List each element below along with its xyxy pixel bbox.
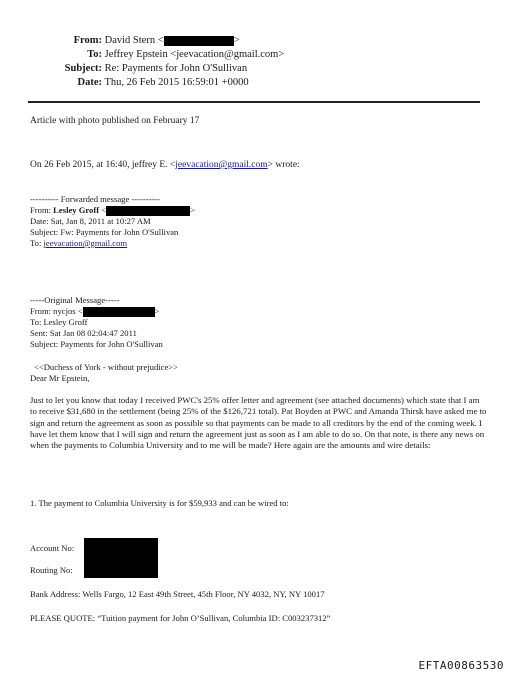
payment-line: 1. The payment to Columbia University is for $59,933 and can be wired to: bbox=[30, 498, 289, 508]
subject-value: Re: Payments for John O'Sullivan bbox=[104, 63, 248, 74]
date-label: Date: bbox=[77, 77, 102, 88]
account-number-label: Account No: bbox=[30, 543, 75, 553]
header-subject bbox=[40, 62, 247, 75]
header-date bbox=[40, 76, 249, 89]
subject-label: Subject: bbox=[64, 63, 102, 74]
intro-line: Article with photo published on February 17 bbox=[30, 116, 200, 126]
body-paragraph: Just to let you know that today I received PWC's 25% offer letter and agreement (see attached documents) which state that I am to receive $31,680 in the settlement (being 25% of the $126,721 total). Pat Boyden at PWC and Amanda Thirsk have asked me to sign and return the agreement as soon as possible so that payments can be made to all creditors by the end of the coming week. I have let them know that I will sign and return the agreement just as soon as I am able to do so. On that note, is there any news on when the payments to Columbia University and to me will be made? Here again are the amounts and wire details: bbox=[30, 395, 487, 451]
to-value: Jeffrey Epstein <jeevacation@gmail.com> bbox=[104, 49, 285, 60]
forwarded-from: From: Lesley Groff < > bbox=[30, 205, 195, 215]
without-prejudice-tag: <<Duchess of York - without prejudice>> bbox=[34, 362, 178, 372]
from-label: From: bbox=[73, 35, 102, 46]
to-label: To: bbox=[87, 49, 102, 60]
forwarded-date: Date: Sat, Jan 8, 2011 at 10:27 AM bbox=[30, 216, 151, 226]
original-sent: Sent: Sat Jan 08 02:04:47 2011 bbox=[30, 328, 137, 338]
forwarded-from-name: Lesley Groff bbox=[53, 205, 100, 215]
date-value: Thu, 26 Feb 2015 16:59:01 +0000 bbox=[104, 77, 249, 88]
redaction-block bbox=[84, 538, 158, 578]
header-divider bbox=[28, 101, 480, 103]
original-subject: Subject: Payments for John O'Sullivan bbox=[30, 339, 163, 349]
bank-address: Bank Address: Wells Fargo, 12 East 49th Street, 45th Floor, NY 4032, NY, NY 10017 bbox=[30, 589, 325, 599]
original-from: From: nycjos < > bbox=[30, 306, 160, 316]
original-separator: -----Original Message----- bbox=[30, 295, 120, 305]
greeting: Dear Mr Epstein, bbox=[30, 373, 90, 383]
forwarded-to: To: jeevacation@gmail.com bbox=[30, 238, 128, 248]
forwarded-separator: ---------- Forwarded message ---------- bbox=[30, 194, 161, 204]
reply-line: On 26 Feb 2015, at 16:40, jeffrey E. <jeevacation@gmail.com> wrote: bbox=[30, 160, 300, 170]
document-id: EFTA00863530 bbox=[418, 659, 504, 672]
redaction-block bbox=[83, 307, 155, 317]
payment-quote: PLEASE QUOTE: “Tuition payment for John O’Sullivan, Columbia ID: C003237312” bbox=[30, 613, 331, 623]
header-to bbox=[40, 48, 284, 61]
reply-email-link[interactable]: jeevacation@gmail.com bbox=[175, 160, 268, 170]
forwarded-subject: Subject: Fw: Payments for John O'Sullivan bbox=[30, 227, 179, 237]
redaction-block bbox=[106, 206, 190, 216]
from-value: David Stern < bbox=[104, 35, 164, 46]
header-from: From: David Stern < > bbox=[40, 34, 240, 47]
forwarded-to-email-link[interactable]: jeevacation@gmail.com bbox=[43, 238, 128, 248]
routing-number-label: Routing No: bbox=[30, 565, 73, 575]
original-to: To: Lesley Groff bbox=[30, 317, 88, 327]
redaction-block bbox=[164, 36, 234, 46]
